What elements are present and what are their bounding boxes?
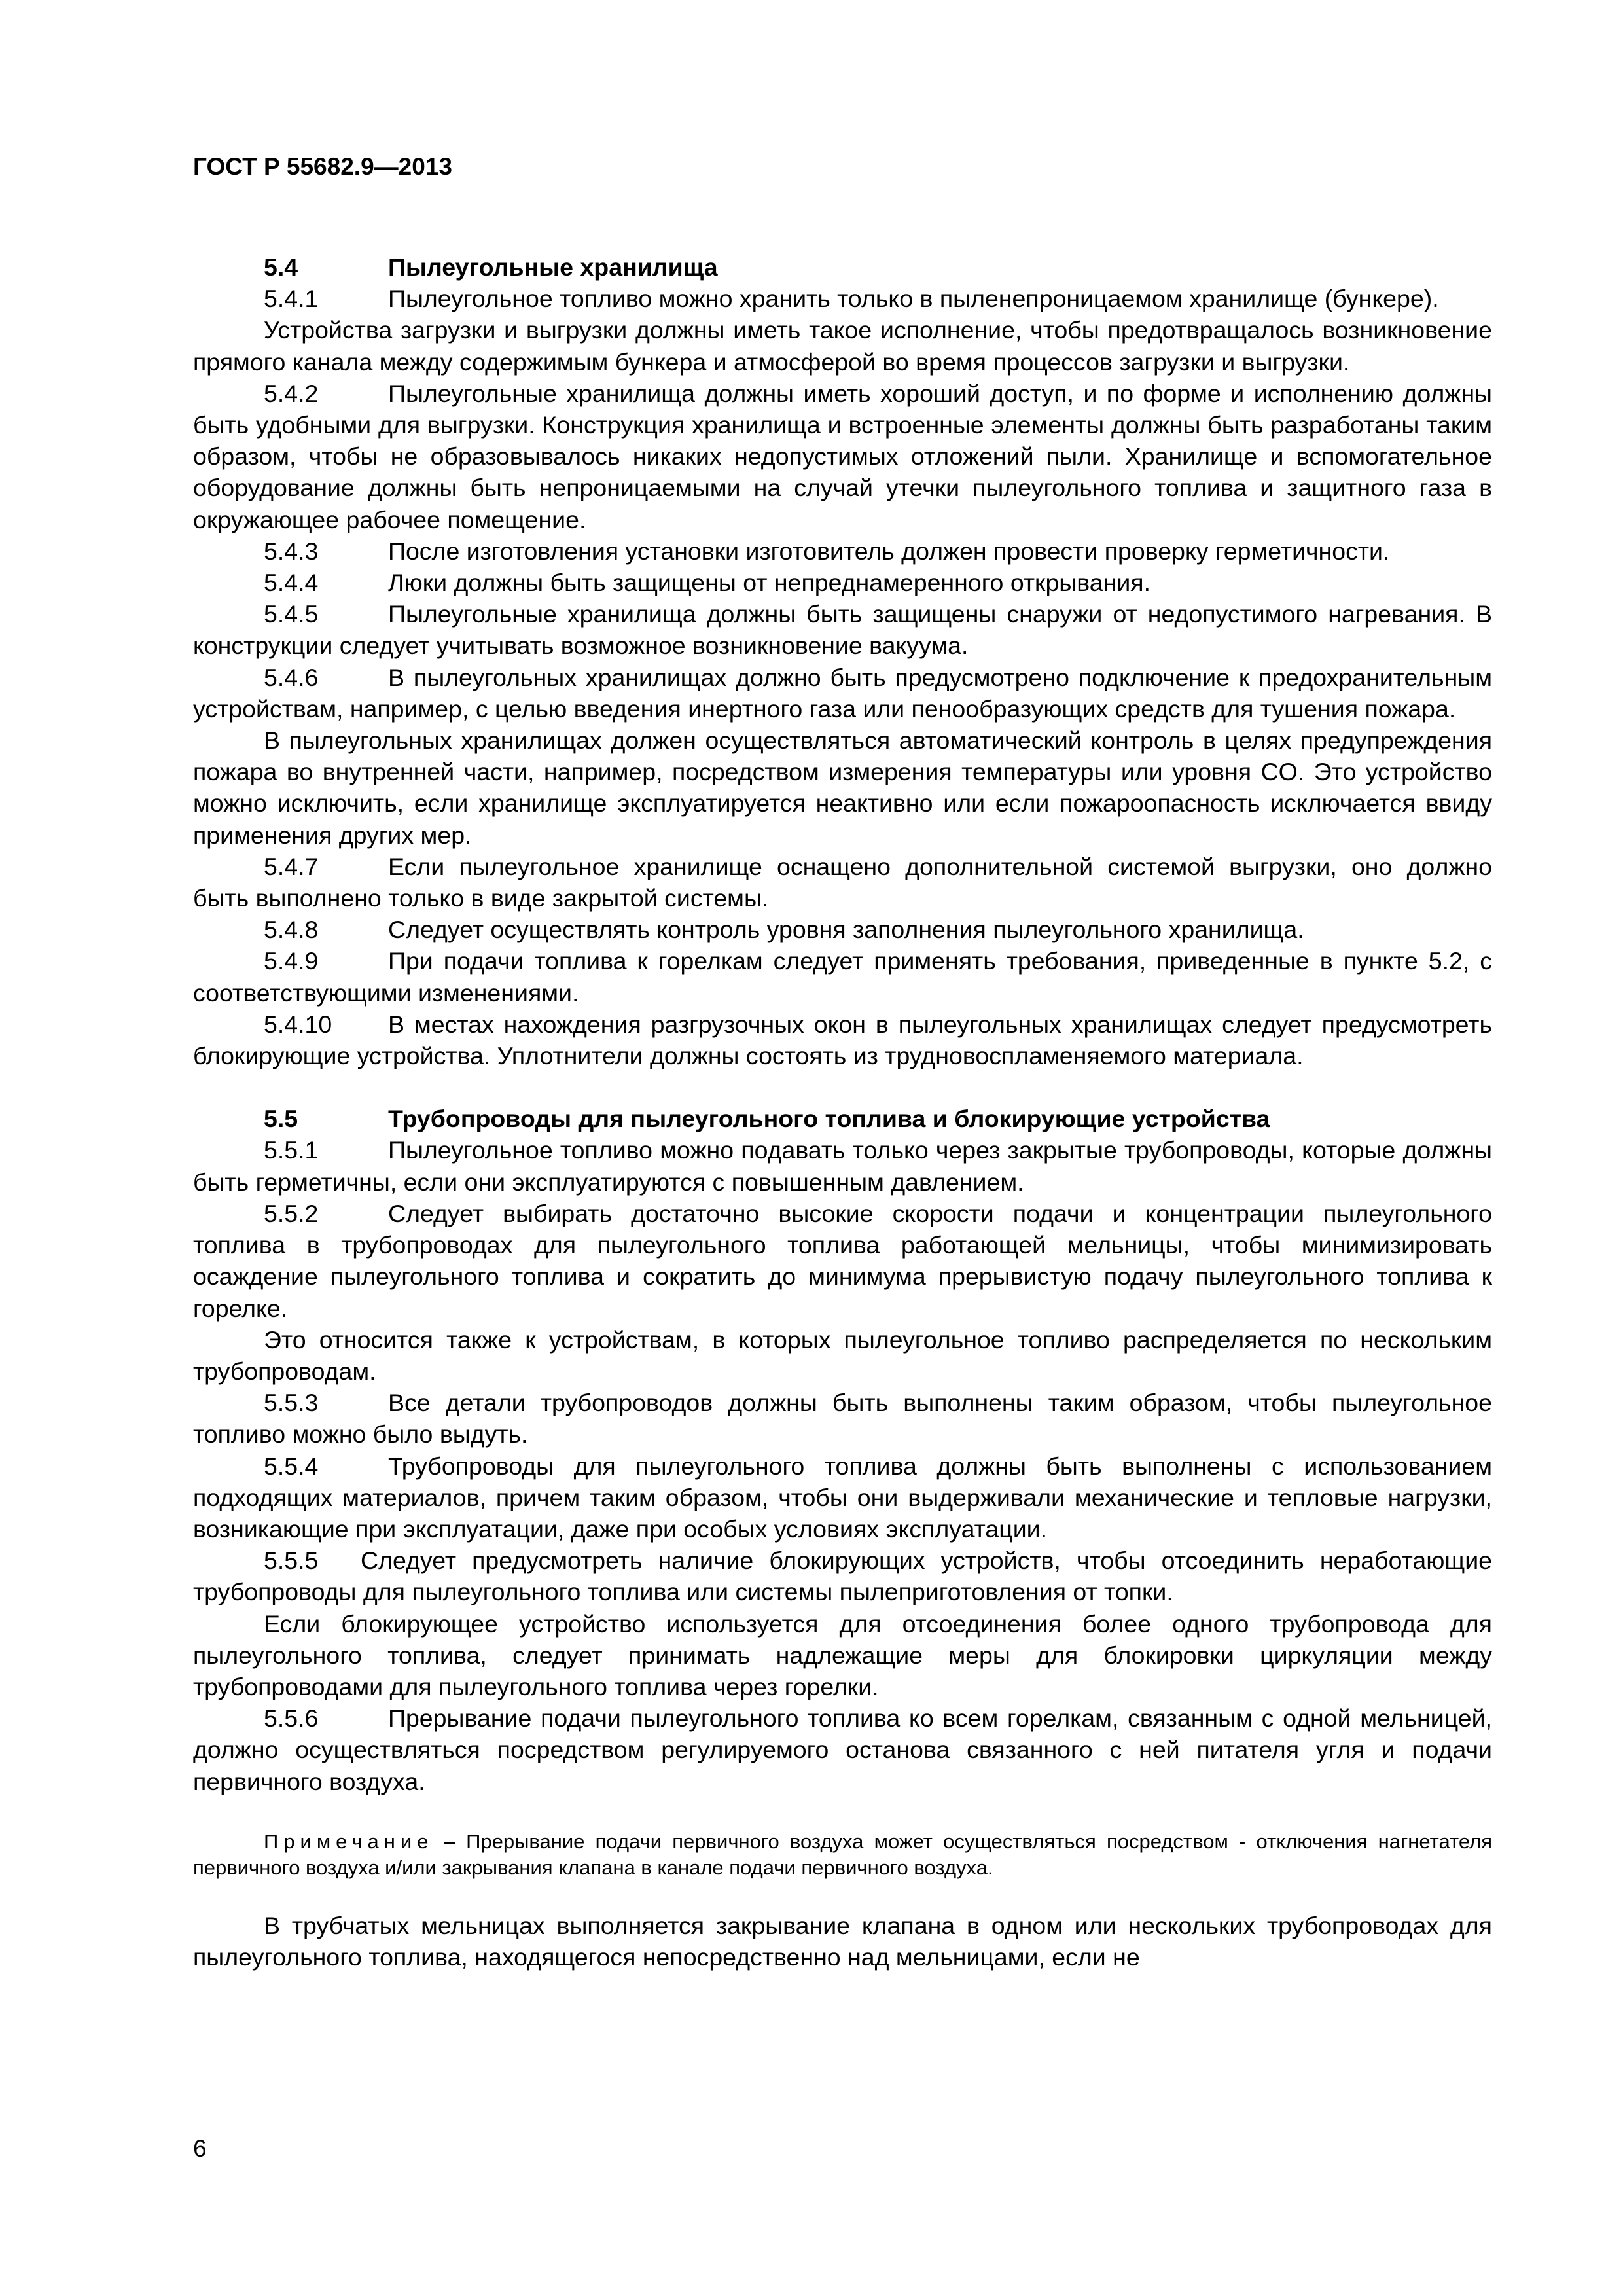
paragraph: Устройства загрузки и выгрузки должны иметь такое исполнение, чтобы предотвращалось возникновение прямого канала между содержимым бункера и атмосферой во время процессов загрузки и выгрузки.	[193, 316, 1492, 376]
clause-text: В пылеугольных хранилищах должно быть предусмотрено подключение к предохранительным устройствам, например, с целью введения инертного газа или пенообразующих средств для тушения пожара.	[193, 663, 1492, 723]
section-title: Трубопроводы для пылеугольного топлива и блокирующие устройства	[388, 1105, 1270, 1133]
paragraph: Это относится также к устройствам, в которых пылеугольное топливо распределяется по нескольким трубопроводам.	[193, 1325, 1492, 1385]
clause-number: 5.4.9	[264, 947, 319, 975]
clause-text: Пылеугольное топливо можно подавать только через закрытые трубопроводы, которые должны быть герметичны, если они эксплуатируются с повышенным давлением.	[193, 1136, 1492, 1196]
clause-5-4-5	[193, 598, 1492, 661]
clause-number: 5.5.5	[264, 1547, 319, 1575]
clause-5-5-4	[193, 1450, 1492, 1545]
clause-text: Прерывание подачи пылеугольного топлива ко всем горелкам, связанным с одной мельницей, должно осуществляться посредством регулируемого останова связанного с ней питателя угля и подачи первичного воздуха.	[193, 1704, 1492, 1795]
clause-text: Пылеугольное топливо можно хранить только в пыленепроницаемом хранилище (бункере).	[388, 285, 1439, 313]
section-heading-5-4	[193, 251, 1492, 283]
clause-number: 5.4.6	[264, 663, 319, 691]
clause-number: 5.5.1	[264, 1136, 319, 1164]
clause-5-4-2	[193, 378, 1492, 535]
clause-number: 5.4.7	[264, 852, 319, 880]
document-header: ГОСТ Р 55682.9—2013	[193, 153, 452, 180]
clause-number: 5.4.10	[264, 1010, 332, 1038]
clause-5-4-3	[193, 535, 1492, 567]
note-label: Примечание	[264, 1829, 434, 1853]
clause-5-5-3	[193, 1387, 1492, 1450]
clause-text: В местах нахождения разгрузочных окон в пылеугольных хранилищах следует предусмотреть блокирующие устройства. Уплотнители должны состоять из трудновоспламеняемого материала.	[193, 1010, 1492, 1070]
paragraph: Если блокирующее устройство используется для отсоединения более одного трубопровода для пылеугольного топлива, следует принимать надлежащие меры для блокировки циркуляции между трубопроводами для пылеугольного топлива через горелки.	[193, 1609, 1492, 1700]
clause-5-4-9	[193, 945, 1492, 1008]
spacer	[193, 1881, 1492, 1910]
clause-5-4-8	[193, 914, 1492, 945]
spacer	[193, 1797, 1492, 1829]
section-number: 5.4	[264, 253, 298, 281]
clause-number: 5.4.3	[264, 537, 319, 565]
clause-5-4-7	[193, 851, 1492, 914]
clause-5-4-10	[193, 1009, 1492, 1071]
document-page	[193, 0, 1492, 2296]
clause-5-5-5	[193, 1545, 1492, 1607]
clause-number: 5.5.2	[264, 1199, 319, 1227]
clause-5-4-1	[193, 283, 1492, 314]
page-number: 6	[193, 2135, 207, 2162]
clause-number: 5.5.6	[264, 1704, 319, 1732]
paragraph: В пылеугольных хранилищах должен осуществляться автоматический контроль в целях предупреждения пожара во внутренней части, например, посредством измерения температуры или уровня CO. Это устройство можно исключить, если хранилище эксплуатируется неактивно или если пожароопасность исключается ввиду применения других мер.	[193, 726, 1492, 849]
clause-5-5-2	[193, 1198, 1492, 1324]
section-heading-5-5	[193, 1103, 1492, 1134]
clause-number: 5.5.3	[264, 1389, 319, 1417]
clause-text: При подачи топлива к горелкам следует применять требования, приведенные в пункте 5.2, с соответствующими изменениями.	[193, 947, 1492, 1007]
paragraph-continued: В трубчатых мельницах выполняется закрывание клапана в одном или нескольких трубопроводах для пылеугольного топлива, находящегося непосредственно над мельницами, если не	[193, 1911, 1492, 1971]
clause-text: Пылеугольные хранилища должны быть защищены снаружи от недопустимого нагревания. В конструкции следует учитывать возможное возникновение вакуума.	[193, 600, 1492, 660]
clause-number: 5.4.4	[264, 569, 319, 597]
clause-5-5-6	[193, 1702, 1492, 1797]
note-text: – Прерывание подачи первичного воздуха может осуществляться посредством - отключения нагнетателя первичного воздуха и/или закрывания клапана в канале подачи первичного воздуха.	[193, 1829, 1492, 1879]
clause-text: Следует предусмотреть наличие блокирующих устройств, чтобы отсоединить неработающие трубопроводы для пылеугольного топлива или системы пылеприготовления от топки.	[193, 1547, 1492, 1606]
clause-text: Все детали трубопроводов должны быть выполнены таким образом, чтобы пылеугольное топливо можно было выдуть.	[193, 1389, 1492, 1448]
clause-text: После изготовления установки изготовитель должен провести проверку герметичности.	[388, 537, 1390, 565]
note	[193, 1829, 1492, 1881]
clause-text: Пылеугольные хранилища должны иметь хороший доступ, и по форме и исполнению должны быть удобными для выгрузки. Конструкция хранилища и встроенные элементы должны быть разработаны таким образом, чтобы не образовывалось никаких недопустимых отложений пыли. Хранилище и вспомогательное оборудование должны быть непроницаемыми на случай утечки пылеугольного топлива и защитного газа в окружающее рабочее помещение.	[193, 379, 1492, 533]
clause-number: 5.4.2	[264, 379, 319, 407]
clause-text: Следует осуществлять контроль уровня заполнения пылеугольного хранилища.	[388, 916, 1304, 944]
clause-text: Люки должны быть защищены от непреднамеренного открывания.	[388, 569, 1150, 597]
clause-text: Если пылеугольное хранилище оснащено дополнительной системой выгрузки, оно должно быть выполнено только в виде закрытой системы.	[193, 852, 1492, 912]
clause-5-4-4	[193, 567, 1492, 598]
clause-5-5-1	[193, 1134, 1492, 1197]
document-body	[193, 251, 1492, 1973]
clause-number: 5.4.8	[264, 916, 319, 944]
clause-text: Следует выбирать достаточно высокие скорости подачи и концентрации пылеугольного топлива в трубопроводах для пылеугольного топлива работающей мельницы, чтобы минимизировать осаждение пылеугольного топлива и сократить до минимума прерывистую подачу пылеугольного топлива к горелке.	[193, 1199, 1492, 1322]
clause-number: 5.4.5	[264, 600, 319, 628]
section-title: Пылеугольные хранилища	[388, 253, 718, 281]
clause-5-4-6	[193, 662, 1492, 725]
spacer	[193, 1071, 1492, 1103]
clause-number: 5.5.4	[264, 1452, 319, 1480]
section-number: 5.5	[264, 1105, 298, 1133]
clause-number: 5.4.1	[264, 285, 319, 313]
clause-text: Трубопроводы для пылеугольного топлива должны быть выполнены с использованием подходящих материалов, причем таким образом, чтобы они выдерживали механические и тепловые нагрузки, возникающие при эксплуатации, даже при особых условиях эксплуатации.	[193, 1452, 1492, 1543]
